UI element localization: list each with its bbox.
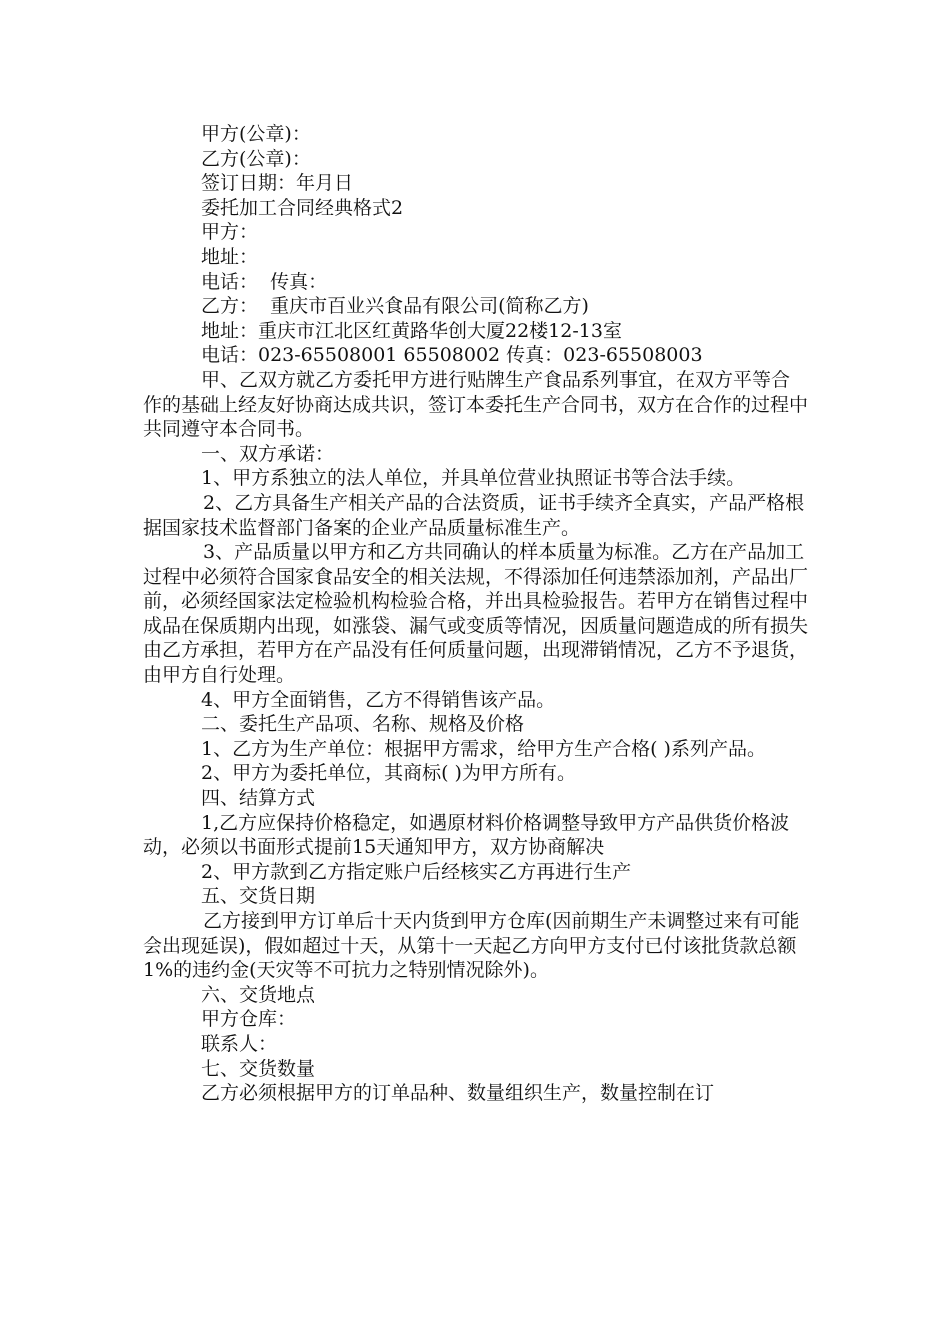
party-a-line: 甲方： [201, 221, 259, 244]
section-heading-delivery-quantity: 七、交货数量 [201, 1057, 316, 1080]
party-a-seal-line: 甲方(公章)： [201, 123, 311, 145]
delivery-quantity-clause: 乙方必须根据甲方的订单品种、数量组织生产，数量控制在订 [201, 1082, 715, 1105]
party-b-address-line: 地址：重庆市江北区红黄路华创大厦22楼12-13室 [201, 319, 622, 342]
commitment-clause-1: 1、甲方系独立的法人单位，并具单位营业执照证书等合法手续。 [201, 467, 746, 490]
section-heading-delivery-place: 六、交货地点 [201, 983, 316, 1006]
settlement-clause-2: 2、甲方款到乙方指定账户后经核实乙方再进行生产 [201, 860, 632, 883]
warehouse-line: 甲方仓库： [201, 1008, 297, 1031]
party-a-phone-fax-line: 电话： 传真： [201, 270, 328, 293]
party-b-seal-line: 乙方(公章)： [201, 147, 311, 170]
party-b-line: 乙方： 重庆市百业兴食品有限公司(简称乙方) [201, 295, 589, 318]
section-heading-settlement: 四、结算方式 [201, 787, 316, 810]
party-b-phone-fax-line: 电话：023-65508001 65508002 传真：023-65508003 [201, 344, 703, 367]
contract-title: 委托加工合同经典格式2 [201, 196, 404, 219]
commitment-clause-4: 4、甲方全面销售，乙方不得销售该产品。 [201, 688, 556, 711]
commitment-clause-3: 3、产品质量以甲方和乙方共同确认的样本质量为标准。乙方在产品加工过程中必须符合国家食品安全的相关法规，不得添加任何违禁添加剂，产品出厂前，必须经国家法定检验机构检验合格，并出具检验报告。若甲方在销售过程中成品在保质期内出现，如涨袋、漏气或变质等情况，因质量问题造成的所有损失由乙方承担，若甲方在产品没有任何质量问题，出现滞销情况，乙方不予退货，由甲方自行处理。 [143, 541, 809, 687]
party-a-address-line: 地址： [201, 245, 259, 268]
product-clause-2: 2、甲方为委托单位，其商标( )为甲方所有。 [201, 762, 576, 785]
product-clause-1: 1、乙方为生产单位：根据甲方需求，给甲方生产合格( )系列产品。 [201, 737, 766, 760]
commitment-clause-2: 2、乙方具备生产相关产品的合法资质，证书手续齐全真实，产品严格根据国家技术监督部门备案的企业产品质量标准生产。 [143, 491, 805, 539]
section-heading-products: 二、委托生产品项、名称、规格及价格 [201, 713, 525, 736]
preamble-paragraph: 甲、乙双方就乙方委托甲方进行贴牌生产食品系列事宜，在双方平等合作的基础上经友好协商达成共识，签订本委托生产合同书，双方在合作的过程中共同遵守本合同书。 [143, 368, 809, 441]
delivery-date-clause: 乙方接到甲方订单后十天内货到甲方仓库(因前期生产未调整过来有可能会出现延误)，假如超过十天，从第十一天起乙方向甲方支付已付该批货款总额1%的违约金(天灾等不可抗力之特别情况除外)。 [143, 910, 800, 982]
contract-text [143, 122, 808, 1106]
contact-person-line: 联系人： [201, 1032, 278, 1055]
settlement-clause-1: 1,乙方应保持价格稳定，如遇原材料价格调整导致甲方产品供货价格波动，必须以书面形式提前15天通知甲方，双方协商解决 [143, 811, 790, 859]
section-heading-commitments: 一、双方承诺： [201, 442, 335, 465]
section-heading-delivery-date: 五、交货日期 [201, 885, 316, 908]
signing-date-line: 签订日期：年月日 [201, 172, 354, 195]
